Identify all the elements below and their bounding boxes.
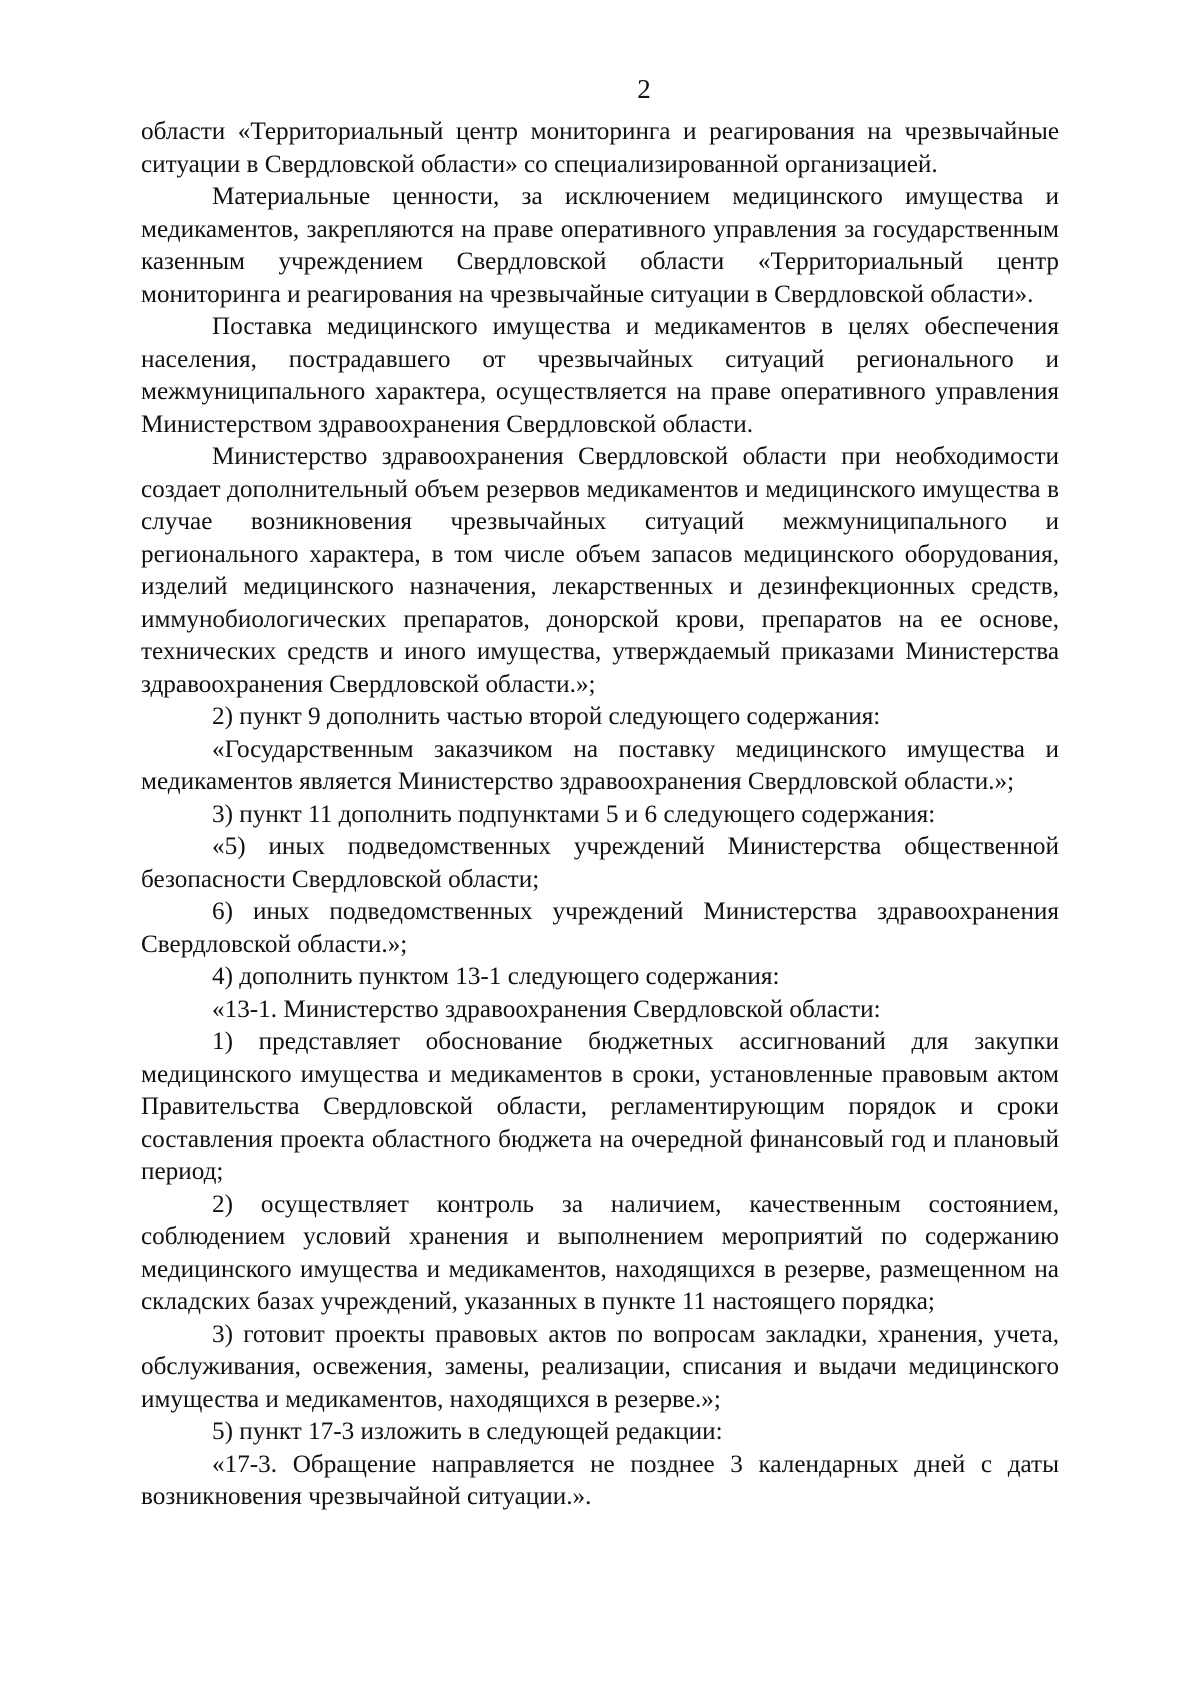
document-body (141, 116, 1059, 1514)
paragraph-material-values: Материальные ценности, за исключением медицинского имущества и медикаментов, закрепляются на праве оперативного управления за государственным казенным учреждением Свердловской области «Территориальный центр мониторинга и реагирования на чрезвычайные ситуации в Свердловской области». (141, 183, 1059, 308)
paragraph-13-1-sub-3: 3) готовит проекты правовых актов по вопросам закладки, хранения, учета, обслуживания, освежения, замены, реализации, списания и выдачи медицинского имущества и медикаментов, находящихся в резерве.»; (141, 1320, 1059, 1413)
paragraph-13-1-sub-1: 1) представляет обоснование бюджетных ассигнований для закупки медицинского имущества и медикаментов в сроки, установленные правовым актом Правительства Свердловской области, регламентирующим порядок и сроки составления проекта областного бюджета на очередной финансовый год и плановый период; (141, 1028, 1059, 1185)
paragraph-point-17-3: «17-3. Обращение направляется не позднее 3 календарных дней с даты возникновения чрезвычайной ситуации.». (141, 1450, 1059, 1510)
paragraph-item-3: 3) пункт 11 дополнить подпунктами 5 и 6 следующего содержания: (212, 800, 936, 828)
paragraph-continuation: области «Территориальный центр мониторинга и реагирования на чрезвычайные ситуации в Свердловской области» со специализированной организацией. (141, 118, 1059, 178)
paragraph-point-13-1: «13-1. Министерство здравоохранения Свердловской области: (212, 995, 881, 1023)
paragraph-ministry-reserves: Министерство здравоохранения Свердловской области при необходимости создает дополнительный объем резервов медикаментов и медицинского имущества в случае возникновения чрезвычайных ситуаций межмуниципального и регионального характера, в том числе объем запасов медицинского оборудования, изделий медицинского назначения, лекарственных и дезинфекционных средств, иммунобиологических препаратов, донорской крови, препаратов на ее основе, технических средств и иного имущества, утверждаемый приказами Министерства здравоохранения Свердловской области.»; (141, 443, 1059, 698)
paragraph-subitem-6: 6) иных подведомственных учреждений Министерства здравоохранения Свердловской области.»; (141, 898, 1059, 958)
paragraph-subitem-5: «5) иных подведомственных учреждений Министерства общественной безопасности Свердловской области; (141, 833, 1059, 893)
paragraph-state-customer: «Государственным заказчиком на поставку медицинского имущества и медикаментов является Министерство здравоохранения Свердловской области.»; (141, 735, 1059, 795)
paragraph-item-2: 2) пункт 9 дополнить частью второй следующего содержания: (212, 703, 881, 730)
paragraph-item-4: 4) дополнить пунктом 13-1 следующего содержания: (212, 963, 780, 990)
paragraph-item-5: 5) пункт 17-3 изложить в следующей редакции: (212, 1418, 723, 1445)
paragraph-supply: Поставка медицинского имущества и медикаментов в целях обеспечения населения, пострадавшего от чрезвычайных ситуаций регионального и межмуниципального характера, осуществляется на праве оперативного управления Министерством здравоохранения Свердловской области. (141, 313, 1059, 438)
paragraph-13-1-sub-2: 2) осуществляет контроль за наличием, качественным состоянием, соблюдением условий хранения и выполнением мероприятий по содержанию медицинского имущества и медикаментов, находящихся в резерве, размещенном на складских базах учреждений, указанных в пункте 11 настоящего порядка; (141, 1190, 1059, 1315)
page-number: 2 (637, 74, 651, 104)
